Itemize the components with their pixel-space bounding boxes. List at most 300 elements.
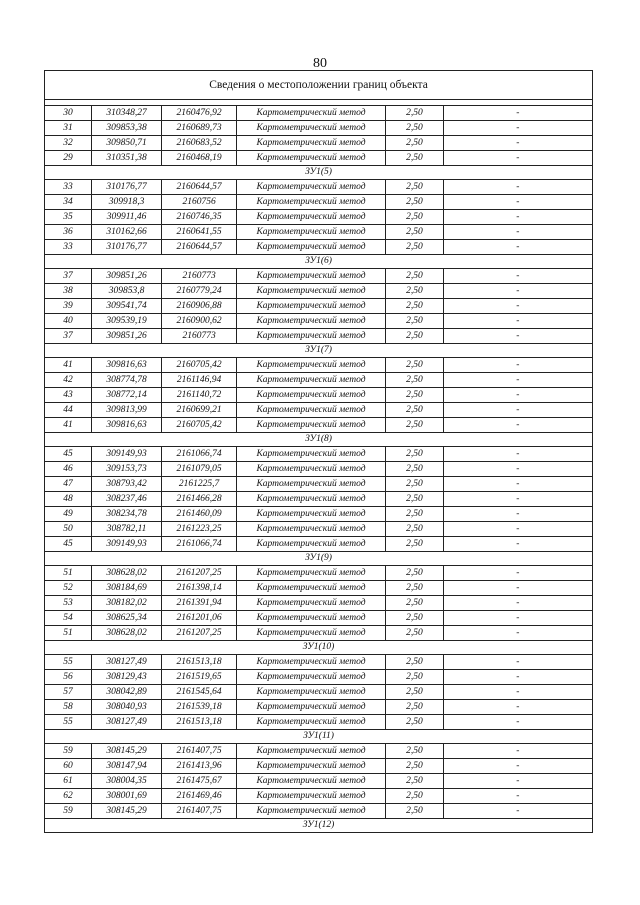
section-row <box>45 433 593 447</box>
section-label: ЗУ1(9) <box>45 552 593 566</box>
point-number-cell: 46 <box>45 462 92 477</box>
section-row <box>45 641 593 655</box>
x-coordinate-cell: 308184,69 <box>91 581 161 596</box>
method-cell: Картометрический метод <box>236 655 385 670</box>
y-coordinate-cell: 2161407,75 <box>162 744 237 759</box>
section-label: ЗУ1(7) <box>45 344 593 358</box>
description-cell: - <box>443 447 592 462</box>
description-cell: - <box>443 418 592 433</box>
accuracy-cell: 2,50 <box>386 670 444 685</box>
description-cell: - <box>443 225 592 240</box>
point-number-cell: 33 <box>45 180 92 195</box>
y-coordinate-cell: 2160641,55 <box>162 225 237 240</box>
table-row <box>45 715 593 730</box>
accuracy-cell: 2,50 <box>386 715 444 730</box>
y-coordinate-cell: 2161466,28 <box>162 492 237 507</box>
y-coordinate-cell: 2161413,96 <box>162 759 237 774</box>
method-cell: Картометрический метод <box>236 670 385 685</box>
method-cell: Картометрический метод <box>236 121 385 136</box>
description-cell: - <box>443 314 592 329</box>
method-cell: Картометрический метод <box>236 284 385 299</box>
x-coordinate-cell: 308127,49 <box>91 715 161 730</box>
y-coordinate-cell: 2160644,57 <box>162 180 237 195</box>
x-coordinate-cell: 308234,78 <box>91 507 161 522</box>
table-row <box>45 789 593 804</box>
x-coordinate-cell: 310351,38 <box>91 151 161 166</box>
accuracy-cell: 2,50 <box>386 121 444 136</box>
x-coordinate-cell: 309153,73 <box>91 462 161 477</box>
y-coordinate-cell: 2160468,19 <box>162 151 237 166</box>
table-row <box>45 225 593 240</box>
table-row <box>45 774 593 789</box>
method-cell: Картометрический метод <box>236 715 385 730</box>
description-cell: - <box>443 566 592 581</box>
accuracy-cell: 2,50 <box>386 462 444 477</box>
accuracy-cell: 2,50 <box>386 195 444 210</box>
x-coordinate-cell: 308145,29 <box>91 744 161 759</box>
section-label: ЗУ1(8) <box>45 433 593 447</box>
method-cell: Картометрический метод <box>236 403 385 418</box>
y-coordinate-cell: 2161460,09 <box>162 507 237 522</box>
point-number-cell: 37 <box>45 269 92 284</box>
point-number-cell: 51 <box>45 626 92 641</box>
table-row <box>45 596 593 611</box>
description-cell: - <box>443 611 592 626</box>
description-cell: - <box>443 403 592 418</box>
accuracy-cell: 2,50 <box>386 373 444 388</box>
description-cell: - <box>443 581 592 596</box>
description-cell: - <box>443 759 592 774</box>
y-coordinate-cell: 2160773 <box>162 329 237 344</box>
description-cell: - <box>443 121 592 136</box>
description-cell: - <box>443 789 592 804</box>
table-row <box>45 522 593 537</box>
y-coordinate-cell: 2161140,72 <box>162 388 237 403</box>
y-coordinate-cell: 2161146,94 <box>162 373 237 388</box>
table-row <box>45 804 593 819</box>
table-row <box>45 685 593 700</box>
accuracy-cell: 2,50 <box>386 329 444 344</box>
x-coordinate-cell: 309911,46 <box>91 210 161 225</box>
x-coordinate-cell: 308782,11 <box>91 522 161 537</box>
method-cell: Картометрический метод <box>236 462 385 477</box>
point-number-cell: 52 <box>45 581 92 596</box>
x-coordinate-cell: 308628,02 <box>91 626 161 641</box>
table-row <box>45 566 593 581</box>
table-row <box>45 611 593 626</box>
accuracy-cell: 2,50 <box>386 269 444 284</box>
y-coordinate-cell: 2161225,7 <box>162 477 237 492</box>
point-number-cell: 59 <box>45 744 92 759</box>
point-number-cell: 45 <box>45 537 92 552</box>
description-cell: - <box>443 700 592 715</box>
x-coordinate-cell: 308625,34 <box>91 611 161 626</box>
accuracy-cell: 2,50 <box>386 522 444 537</box>
point-number-cell: 41 <box>45 358 92 373</box>
method-cell: Картометрический метод <box>236 581 385 596</box>
method-cell: Картометрический метод <box>236 225 385 240</box>
accuracy-cell: 2,50 <box>386 210 444 225</box>
y-coordinate-cell: 2161391,94 <box>162 596 237 611</box>
table-row <box>45 759 593 774</box>
y-coordinate-cell: 2160906,88 <box>162 299 237 314</box>
section-row <box>45 819 593 833</box>
y-coordinate-cell: 2160705,42 <box>162 418 237 433</box>
description-cell: - <box>443 655 592 670</box>
accuracy-cell: 2,50 <box>386 685 444 700</box>
section-label: ЗУ1(11) <box>45 730 593 744</box>
method-cell: Картометрический метод <box>236 804 385 819</box>
table-row <box>45 210 593 225</box>
point-number-cell: 60 <box>45 759 92 774</box>
description-cell: - <box>443 373 592 388</box>
method-cell: Картометрический метод <box>236 507 385 522</box>
method-cell: Картометрический метод <box>236 388 385 403</box>
x-coordinate-cell: 309816,63 <box>91 358 161 373</box>
accuracy-cell: 2,50 <box>386 774 444 789</box>
point-number-cell: 43 <box>45 388 92 403</box>
description-cell: - <box>443 329 592 344</box>
point-number-cell: 49 <box>45 507 92 522</box>
method-cell: Картометрический метод <box>236 700 385 715</box>
description-cell: - <box>443 388 592 403</box>
description-cell: - <box>443 180 592 195</box>
table-row <box>45 195 593 210</box>
section-label: ЗУ1(12) <box>45 819 593 833</box>
accuracy-cell: 2,50 <box>386 418 444 433</box>
point-number-cell: 42 <box>45 373 92 388</box>
x-coordinate-cell: 309539,19 <box>91 314 161 329</box>
table-row <box>45 299 593 314</box>
table-row <box>45 373 593 388</box>
x-coordinate-cell: 309813,99 <box>91 403 161 418</box>
table-row <box>45 269 593 284</box>
x-coordinate-cell: 309851,26 <box>91 329 161 344</box>
y-coordinate-cell: 2160476,92 <box>162 106 237 121</box>
method-cell: Картометрический метод <box>236 611 385 626</box>
y-coordinate-cell: 2160683,52 <box>162 136 237 151</box>
accuracy-cell: 2,50 <box>386 700 444 715</box>
table-row <box>45 403 593 418</box>
accuracy-cell: 2,50 <box>386 284 444 299</box>
point-number-cell: 54 <box>45 611 92 626</box>
point-number-cell: 50 <box>45 522 92 537</box>
accuracy-cell: 2,50 <box>386 789 444 804</box>
description-cell: - <box>443 195 592 210</box>
table-row <box>45 121 593 136</box>
description-cell: - <box>443 240 592 255</box>
accuracy-cell: 2,50 <box>386 492 444 507</box>
accuracy-cell: 2,50 <box>386 314 444 329</box>
accuracy-cell: 2,50 <box>386 507 444 522</box>
table-row <box>45 581 593 596</box>
section-label: ЗУ1(10) <box>45 641 593 655</box>
description-cell: - <box>443 670 592 685</box>
y-coordinate-cell: 2161469,46 <box>162 789 237 804</box>
y-coordinate-cell: 2161513,18 <box>162 655 237 670</box>
section-row <box>45 730 593 744</box>
point-number-cell: 35 <box>45 210 92 225</box>
x-coordinate-cell: 308237,46 <box>91 492 161 507</box>
y-coordinate-cell: 2161407,75 <box>162 804 237 819</box>
coordinates-table <box>44 70 593 833</box>
x-coordinate-cell: 309541,74 <box>91 299 161 314</box>
table-row <box>45 744 593 759</box>
description-cell: - <box>443 522 592 537</box>
point-number-cell: 56 <box>45 670 92 685</box>
x-coordinate-cell: 309853,38 <box>91 121 161 136</box>
accuracy-cell: 2,50 <box>386 358 444 373</box>
method-cell: Картометрический метод <box>236 685 385 700</box>
point-number-cell: 39 <box>45 299 92 314</box>
point-number-cell: 59 <box>45 804 92 819</box>
accuracy-cell: 2,50 <box>386 596 444 611</box>
method-cell: Картометрический метод <box>236 299 385 314</box>
table-row <box>45 507 593 522</box>
table-row <box>45 447 593 462</box>
y-coordinate-cell: 2160756 <box>162 195 237 210</box>
point-number-cell: 61 <box>45 774 92 789</box>
description-cell: - <box>443 507 592 522</box>
x-coordinate-cell: 309850,71 <box>91 136 161 151</box>
description-cell: - <box>443 804 592 819</box>
description-cell: - <box>443 596 592 611</box>
description-cell: - <box>443 626 592 641</box>
point-number-cell: 36 <box>45 225 92 240</box>
accuracy-cell: 2,50 <box>386 136 444 151</box>
x-coordinate-cell: 310176,77 <box>91 240 161 255</box>
section-label: ЗУ1(5) <box>45 166 593 180</box>
method-cell: Картометрический метод <box>236 106 385 121</box>
description-cell: - <box>443 537 592 552</box>
method-cell: Картометрический метод <box>236 774 385 789</box>
y-coordinate-cell: 2161201,06 <box>162 611 237 626</box>
y-coordinate-cell: 2160644,57 <box>162 240 237 255</box>
accuracy-cell: 2,50 <box>386 151 444 166</box>
x-coordinate-cell: 308127,49 <box>91 655 161 670</box>
table-header-row <box>45 71 593 100</box>
y-coordinate-cell: 2161079,05 <box>162 462 237 477</box>
point-number-cell: 62 <box>45 789 92 804</box>
accuracy-cell: 2,50 <box>386 403 444 418</box>
y-coordinate-cell: 2160705,42 <box>162 358 237 373</box>
table-title: Сведения о местоположении границ объекта <box>45 71 593 100</box>
table-row <box>45 151 593 166</box>
description-cell: - <box>443 744 592 759</box>
point-number-cell: 48 <box>45 492 92 507</box>
y-coordinate-cell: 2161066,74 <box>162 447 237 462</box>
y-coordinate-cell: 2161539,18 <box>162 700 237 715</box>
method-cell: Картометрический метод <box>236 477 385 492</box>
point-number-cell: 32 <box>45 136 92 151</box>
description-cell: - <box>443 358 592 373</box>
point-number-cell: 33 <box>45 240 92 255</box>
description-cell: - <box>443 715 592 730</box>
y-coordinate-cell: 2160699,21 <box>162 403 237 418</box>
y-coordinate-cell: 2161513,18 <box>162 715 237 730</box>
accuracy-cell: 2,50 <box>386 225 444 240</box>
section-row <box>45 255 593 269</box>
accuracy-cell: 2,50 <box>386 477 444 492</box>
table-row <box>45 388 593 403</box>
y-coordinate-cell: 2161519,65 <box>162 670 237 685</box>
description-cell: - <box>443 269 592 284</box>
table-row <box>45 492 593 507</box>
x-coordinate-cell: 310348,27 <box>91 106 161 121</box>
point-number-cell: 30 <box>45 106 92 121</box>
point-number-cell: 31 <box>45 121 92 136</box>
table-row <box>45 284 593 299</box>
x-coordinate-cell: 308004,35 <box>91 774 161 789</box>
method-cell: Картометрический метод <box>236 329 385 344</box>
point-number-cell: 55 <box>45 715 92 730</box>
x-coordinate-cell: 308145,29 <box>91 804 161 819</box>
method-cell: Картометрический метод <box>236 314 385 329</box>
y-coordinate-cell: 2160746,35 <box>162 210 237 225</box>
accuracy-cell: 2,50 <box>386 240 444 255</box>
table-row <box>45 180 593 195</box>
x-coordinate-cell: 308040,93 <box>91 700 161 715</box>
method-cell: Картометрический метод <box>236 418 385 433</box>
x-coordinate-cell: 308772,14 <box>91 388 161 403</box>
description-cell: - <box>443 492 592 507</box>
method-cell: Картометрический метод <box>236 492 385 507</box>
method-cell: Картометрический метод <box>236 358 385 373</box>
table-row <box>45 106 593 121</box>
y-coordinate-cell: 2161475,67 <box>162 774 237 789</box>
description-cell: - <box>443 151 592 166</box>
y-coordinate-cell: 2160900,62 <box>162 314 237 329</box>
description-cell: - <box>443 299 592 314</box>
method-cell: Картометрический метод <box>236 210 385 225</box>
description-cell: - <box>443 136 592 151</box>
accuracy-cell: 2,50 <box>386 655 444 670</box>
table-row <box>45 537 593 552</box>
method-cell: Картометрический метод <box>236 151 385 166</box>
description-cell: - <box>443 774 592 789</box>
method-cell: Картометрический метод <box>236 269 385 284</box>
table-row <box>45 670 593 685</box>
point-number-cell: 47 <box>45 477 92 492</box>
page-number: 80 <box>313 56 327 71</box>
x-coordinate-cell: 308182,02 <box>91 596 161 611</box>
y-coordinate-cell: 2160773 <box>162 269 237 284</box>
x-coordinate-cell: 308628,02 <box>91 566 161 581</box>
accuracy-cell: 2,50 <box>386 388 444 403</box>
x-coordinate-cell: 308129,43 <box>91 670 161 685</box>
description-cell: - <box>443 477 592 492</box>
method-cell: Картометрический метод <box>236 596 385 611</box>
table-row <box>45 700 593 715</box>
accuracy-cell: 2,50 <box>386 180 444 195</box>
method-cell: Картометрический метод <box>236 180 385 195</box>
method-cell: Картометрический метод <box>236 447 385 462</box>
accuracy-cell: 2,50 <box>386 744 444 759</box>
point-number-cell: 38 <box>45 284 92 299</box>
point-number-cell: 57 <box>45 685 92 700</box>
point-number-cell: 37 <box>45 329 92 344</box>
y-coordinate-cell: 2161066,74 <box>162 537 237 552</box>
table-row <box>45 240 593 255</box>
method-cell: Картометрический метод <box>236 373 385 388</box>
point-number-cell: 41 <box>45 418 92 433</box>
method-cell: Картометрический метод <box>236 566 385 581</box>
method-cell: Картометрический метод <box>236 522 385 537</box>
accuracy-cell: 2,50 <box>386 299 444 314</box>
point-number-cell: 29 <box>45 151 92 166</box>
point-number-cell: 40 <box>45 314 92 329</box>
description-cell: - <box>443 284 592 299</box>
x-coordinate-cell: 309853,8 <box>91 284 161 299</box>
accuracy-cell: 2,50 <box>386 106 444 121</box>
accuracy-cell: 2,50 <box>386 537 444 552</box>
section-row <box>45 166 593 180</box>
x-coordinate-cell: 308001,69 <box>91 789 161 804</box>
table-row <box>45 314 593 329</box>
y-coordinate-cell: 2161398,14 <box>162 581 237 596</box>
table-row <box>45 358 593 373</box>
y-coordinate-cell: 2161207,25 <box>162 626 237 641</box>
accuracy-cell: 2,50 <box>386 581 444 596</box>
x-coordinate-cell: 309149,93 <box>91 537 161 552</box>
method-cell: Картометрический метод <box>236 195 385 210</box>
y-coordinate-cell: 2160779,24 <box>162 284 237 299</box>
accuracy-cell: 2,50 <box>386 804 444 819</box>
method-cell: Картометрический метод <box>236 626 385 641</box>
x-coordinate-cell: 309149,93 <box>91 447 161 462</box>
accuracy-cell: 2,50 <box>386 566 444 581</box>
point-number-cell: 58 <box>45 700 92 715</box>
accuracy-cell: 2,50 <box>386 759 444 774</box>
section-row <box>45 552 593 566</box>
description-cell: - <box>443 685 592 700</box>
method-cell: Картометрический метод <box>236 240 385 255</box>
table-row <box>45 136 593 151</box>
point-number-cell: 55 <box>45 655 92 670</box>
description-cell: - <box>443 462 592 477</box>
x-coordinate-cell: 308793,42 <box>91 477 161 492</box>
method-cell: Картометрический метод <box>236 744 385 759</box>
table-row <box>45 462 593 477</box>
table-row <box>45 626 593 641</box>
point-number-cell: 45 <box>45 447 92 462</box>
x-coordinate-cell: 308147,94 <box>91 759 161 774</box>
method-cell: Картометрический метод <box>236 759 385 774</box>
point-number-cell: 44 <box>45 403 92 418</box>
y-coordinate-cell: 2161207,25 <box>162 566 237 581</box>
point-number-cell: 53 <box>45 596 92 611</box>
point-number-cell: 34 <box>45 195 92 210</box>
accuracy-cell: 2,50 <box>386 447 444 462</box>
method-cell: Картометрический метод <box>236 537 385 552</box>
x-coordinate-cell: 309816,63 <box>91 418 161 433</box>
y-coordinate-cell: 2161545,64 <box>162 685 237 700</box>
table-row <box>45 418 593 433</box>
x-coordinate-cell: 308042,89 <box>91 685 161 700</box>
x-coordinate-cell: 309918,3 <box>91 195 161 210</box>
x-coordinate-cell: 308774,78 <box>91 373 161 388</box>
table-row <box>45 655 593 670</box>
x-coordinate-cell: 310162,66 <box>91 225 161 240</box>
table-row <box>45 477 593 492</box>
point-number-cell: 51 <box>45 566 92 581</box>
method-cell: Картометрический метод <box>236 789 385 804</box>
y-coordinate-cell: 2160689,73 <box>162 121 237 136</box>
y-coordinate-cell: 2161223,25 <box>162 522 237 537</box>
accuracy-cell: 2,50 <box>386 611 444 626</box>
accuracy-cell: 2,50 <box>386 626 444 641</box>
description-cell: - <box>443 210 592 225</box>
